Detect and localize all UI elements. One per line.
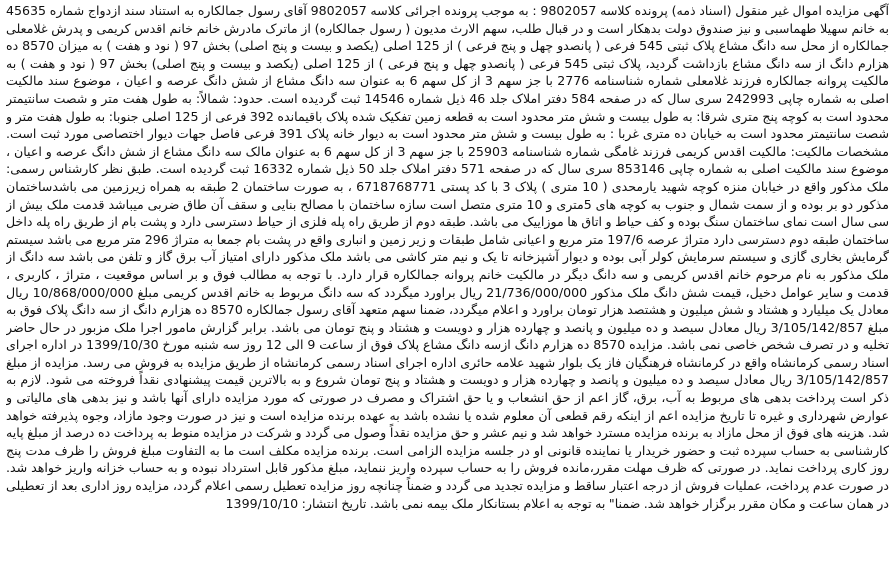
auction-notice-text: آگهی مزایده اموال غیر منقول (اسناد ذمه) پرونده کلاسه 9802057 : به موجب پرونده اجرائی کلاسه 9802057 آقای رسول جمالکاره به استناد سند ازدواج شماره 45635 به خانم سهیلا طهماسبی و نیز صندوق دولت بدهکار است و در قبال طلب، سهم الارث مدیون ( رسول جمالکاره) از ماترک مادرش خانم خانم اقدس کریمی و پدرش غلامعلی جمالکاره از محل سه دانگ مشاع پلاک ثبتی 545 فرعی ( پانصدو چهل و پنج فرعی ) از 125 اصلی (یکصد و بیست و پنج اصلی) بخش 97 ( نود و هفت ) به میزان 8570 ده هزارم دانگ از سه دانگ مشاع بازداشت گردید، پلاک ثبتی 545 فرعی ( پانصدو چهل و پنج فرعی ) از 125 اصلی (یکصد و بیست و پنج اصلی) بخش 97 ( نود و هفت ) به مالکیت پروانه جمالکاره فرزند غلامعلی شماره شناسنامه 2776 با جز سهم 3 از کل سهم 6 به عنوان سه دانگ مشاع از شش دانگ عرصه و اعیان ، موضوع سند مالکیت اصلی به شماره چاپی 242993 سری سال که در صفحه 584 دفتر املاک جلد 46 ذیل شماره 14546 ثبت گردیده است. حدود: شمالاً: به طول هفت متر و شصت سانتیمتر محدود است به کوچه پنج متری شرقا: به طول بیست و شش متر محدود است به قطعه زمین تفکیک شده پلاک باقیمانده 392 فرعی از 125 اصلی جنوبا: به طول هفت متر و شصت سانتیمتر محدود است به خیابان ده متری غربا : به طول بیست و شش متر محدود است به دیوار خانه پلاک 391 فرعی فاصل جهات دیوار اختصاصی مورد ثبت است. مشخصات مالکیت: مالکیت اقدس کریمی فرزند غامگی شماره شناسنامه 25903 با جز سهم 3 از کل سهم 6 به عنوان مالک سه دانگ مشاع از شش دانگ عرصه و اعیان ، موضوع سند مالکیت اصلی به شماره چاپی 853146 سری سال که در صفحه 571 دفتر املاک جلد 50 ذیل شماره 16332 ثبت گردیده است. طبق نظر کارشناس رسمی: ملک مذکور واقع در خیابان منزه کوچه شهید یارمحدی ( 10 متری ) پلاک 3 با کد پستی 6718768771 ، به صورت ساختمان 2 طبقه به همراه زیرزمین می باشدساختمان مذکور دو بر بوده و از سمت شمال و جنوب به کوچه های 5متری و 10 متری متصل است سازه ساختمان با مصالح بنایی و سقف آن طاق ضربی میباشد قدمت ملک بیش از سی سال است نمای ساختمان سنگ بوده و کف حیاط و اتاق ها موزاییک می باشد. طبقه دوم از طریق راه پله فلزی از حیاط دسترسی دارد و پشت بام از طریق راه پله داخل ساختمان طبقه دوم دسترسی دارد متراژ عرصه 197/6 متر مربع و اعیانی شامل طبقات و زیر زمین و انباری واقع در پشت بام جمعا به متراژ 296 متر مربع می باشد سیستم گرمایش بخاری گازی و سیستم سرمایش کولر آبی بوده و دیوار آشپزخانه تا یک و نیم متر کاشی می باشد ملک مذکور دارای امتیاز آب برق گاز و تلفن می باشد سه دانگ از ملک مذکور به نام مرحوم خانم اقدس کریمی و سه دانگ دیگر در مالکیت خانم پروانه جمالکاره قرار دارد. با توجه به مطالب فوق و بر اساس موقعیت ، متراژ ، کاربری ، قدمت و سایر عوامل دخیل، قیمت شش دانگ ملک مذکور 21/736/000/000 ریال براورد میگردد که سه دانگ مربوط به خانم اقدس کریمی مبلغ 10/868/000/000 ریال معادل یک میلیارد و هشتاد و شش میلیون و هشتصد هزار تومان براورد و اعلام میگردد، ضمنا سهم متعهد آقای رسول جمالکاره 8570 ده هزارم دانگ از سه دانگ پلاک فوق به مبلغ 3/105/142/857 ریال معادل سیصد و ده میلیون و پانصد و چهارده هزار و دویست و هشتاد و پنج تومان می باشد. برابر گزارش مامور اجرا ملک مزبور در حال حاضر تخلیه و در تصرف شخص خاصی نمی باشد. مزایده 8570 ده هزارم دانگ ازسه دانگ مشاع پلاک فوق از ساعت 9 الی 12 روز سه شنبه مورخ 1399/10/30 در اداره اجرای اسناد رسمی کرمانشاه واقع در کرمانشاه فرهنگیان فاز یک بلوار شهید علامه حائری اداره اجرای اسناد رسمی کرمانشاه از طریق مزایده به فروش می رسد. مزایده از مبلغ 3/105/142/857 ریال معادل سیصد و ده میلیون و پانصد و چهارده هزار و دویست و هشتاد و پنج تومان شروع و به بالاترین قیمت پیشنهادی نقداً فروخته می شود. لازم به ذکر است پرداخت بدهی های مربوط به آب، برق، گاز اعم از حق انشعاب و یا حق اشتراک و مصرف در صورتی که مورد مزایده دارای آنها باشد و نیز بدهی های مالیاتی و عوارض شهرداری و غیره تا تاریخ مزایده اعم از اینکه رقم قطعی آن معلوم شده یا نشده باشد به عهده برنده مزایده است و نیز در صورت وجود مازاد، وجوه پذیرفته خواهد شد. هزینه های فوق از محل مازاد به برنده مزایده مسترد خواهد شد و نیم عشر و حق مزایده نقداً وصول می گردد و شرکت در مزایده منوط به پرداخت ده درصد از مبلغ پایه کارشناسی به حساب سپرده ثبت و حضور خریدار یا نماینده قانونی او در جلسه مزایده الزامی است. برنده مزایده مکلف است ما به التفاوت مبلغ فروش را ظرف مدت پنج روز کاری پرداخت نماید. در صورتی که ظرف مهلت مقرر،مانده فروش را به حساب سپرده واریز ننماید، مبلغ مذکور قابل استرداد نبوده و به حساب خزانه واریز خواهد شد. در صورت عدم پرداخت، عملیات فروش از درجه اعتبار ساقط و مزایده تجدید می گردد و ضمناً چنانچه روز مزایده تعطیل رسمی اعلام گردد، مزایده روز اداری بعد از تعطیلی در همان ساعت و مکان مقرر برگزار خواهد شد. ضمنا" به توجه به اعلام بستانکار ملک بیمه نمی باشد. تاریخ انتشار: 1399/10/10 — [6, 3, 889, 511]
